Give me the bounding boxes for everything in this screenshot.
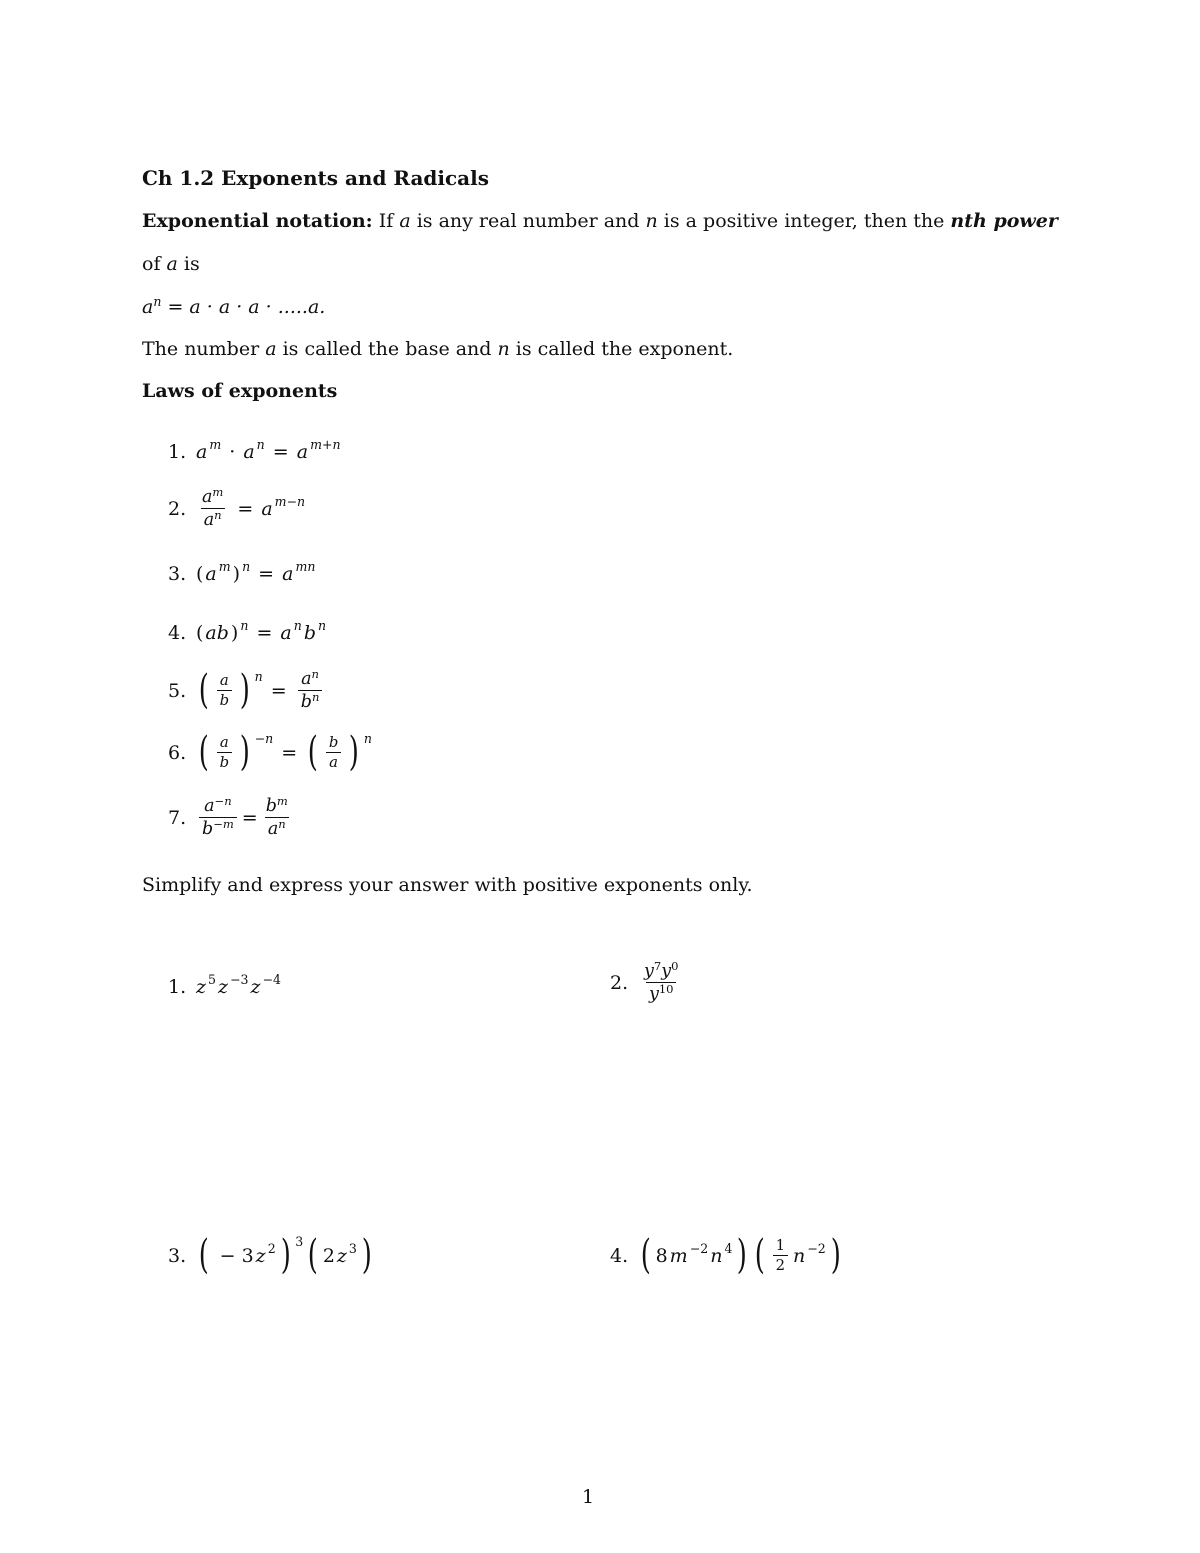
notation-label: Exponential notation: bbox=[142, 210, 373, 232]
law-2: 2. $\frac{a^m}{a^n}$ = a $^{m-n}$ bbox=[168, 484, 306, 531]
instructions: Simplify and express your answer with positive exponents only. bbox=[142, 874, 753, 896]
law-1: 1. a $^m$ · a $^n$ = a $^{m+n}$ bbox=[168, 437, 341, 463]
notation-text-1: If bbox=[378, 210, 394, 232]
notation-line-2 bbox=[142, 253, 200, 275]
var-a: a bbox=[399, 210, 411, 232]
power-definition-formula: $a^n = a \cdot a \cdot a \cdot .....a$. bbox=[142, 294, 326, 318]
law-7: 7. $\frac{a^{-n}}{b^{-m}}$ = $\frac{b^m}{a^n}$ bbox=[168, 793, 288, 840]
var-n: n bbox=[645, 210, 658, 232]
nth-power-term: nth power bbox=[950, 210, 1058, 232]
notation-text-5: is bbox=[183, 253, 200, 275]
law-4: 4. ( ab ) $^n$ = a $^n$ b $^n$ bbox=[168, 618, 327, 644]
notation-text-2: is any real number and bbox=[416, 210, 640, 232]
notation-line bbox=[142, 210, 1058, 232]
law-6: 6. ( $\frac{a}{b}$ ) $^{-n}$ = ( $\frac{b}{a}$ ) $^n$ bbox=[168, 729, 372, 775]
notation-text-4: of bbox=[142, 253, 161, 275]
problem-3: 3. ( − 3 z $^2$ ) $^3$ ( 2 z $^3$ ) bbox=[168, 1232, 372, 1278]
page-title: Ch 1.2 Exponents and Radicals bbox=[142, 166, 490, 190]
notation-text-3: is a positive integer, then the bbox=[663, 210, 945, 232]
law-5: 5. ( $\frac{a}{b}$ ) $^n$ = $\frac{a^n}{b^n}$ bbox=[168, 670, 325, 712]
var-a: a bbox=[166, 253, 178, 275]
problem-2: 2. $\frac{y^7y^0}{y^{10}}$ bbox=[610, 958, 679, 1005]
problem-1: 1. z $^5$ z $^{-3}$ z $^{-4}$ bbox=[168, 972, 281, 998]
formula-product: a · a · a · .....a. bbox=[189, 296, 326, 318]
law-3: 3. ( a $^m$ ) $^n$ = a $^{mn}$ bbox=[168, 559, 316, 585]
laws-heading: Laws of exponents bbox=[142, 380, 338, 402]
page-number: 1 bbox=[582, 1486, 595, 1508]
problem-4: 4. ( 8 m $^{-2}$ n $^4$ ) ( $\frac{1}{2}$ n $^{-2}$ ) bbox=[610, 1232, 841, 1278]
base-exponent-sentence: The number a is called the base and n is called the exponent. bbox=[142, 338, 734, 360]
